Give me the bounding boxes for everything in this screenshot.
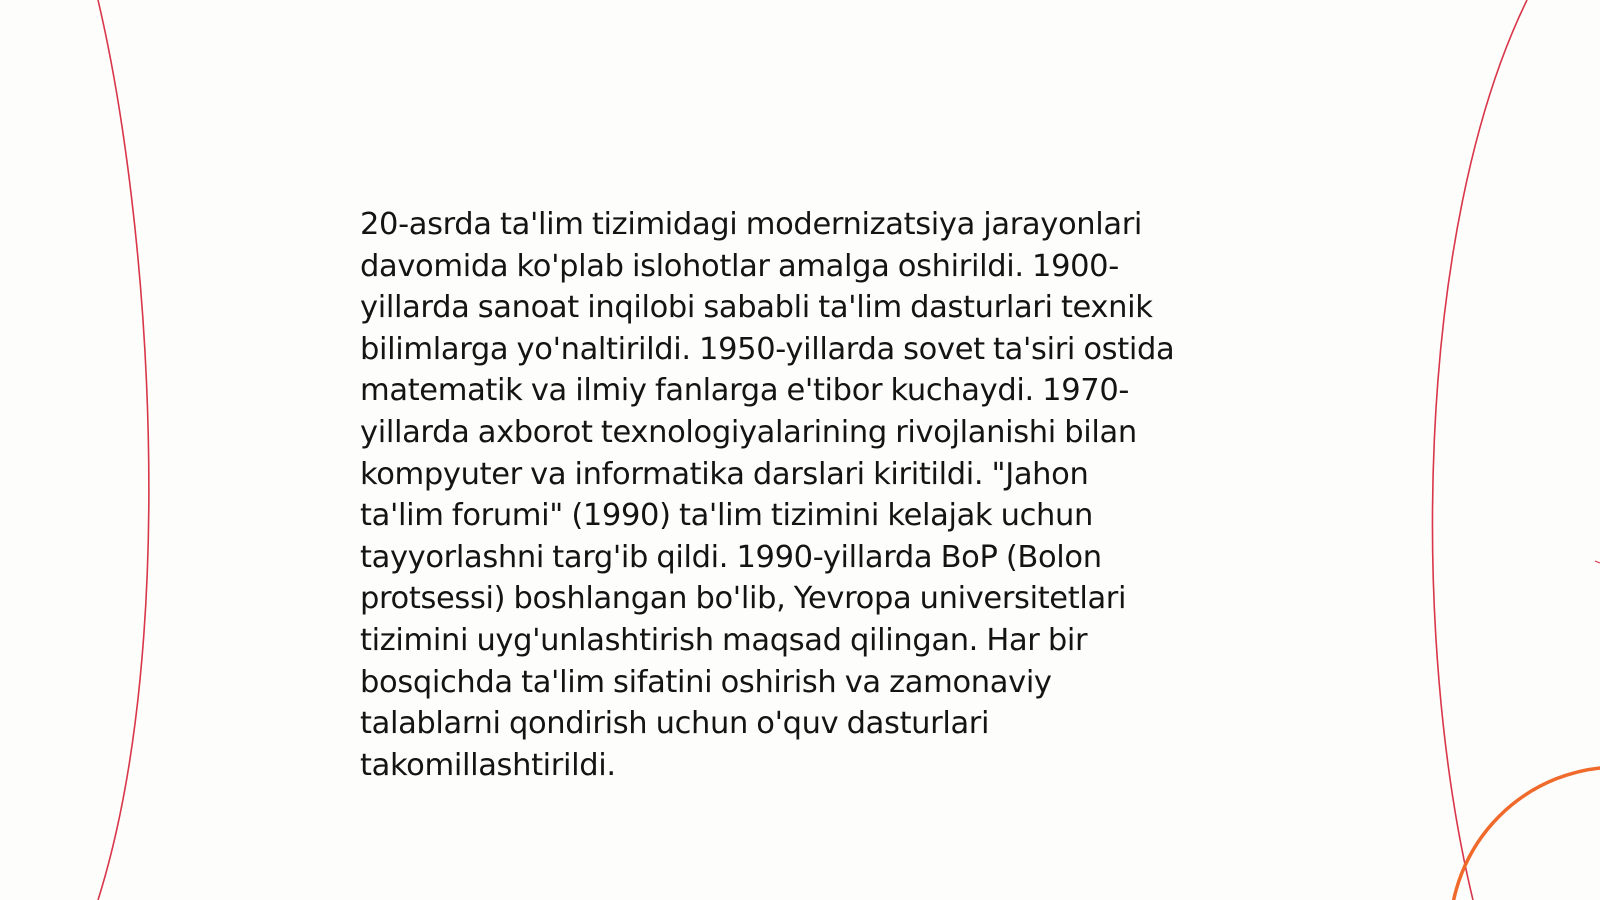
paragraph-line: takomillashtirildi. xyxy=(360,747,616,783)
paragraph-line: talablarni qondirish uchun o'quv dasturlari xyxy=(360,706,990,742)
paragraph-line: ta'lim forumi" (1990) ta'lim tizimini kelajak uchun xyxy=(360,498,1093,534)
paragraph-line: yillarda sanoat inqilobi sababli ta'lim dasturlari texnik xyxy=(360,290,1153,326)
paragraph-line: tayyorlashni targ'ib qildi. 1990-yillarda BoP (Bolon xyxy=(360,539,1102,575)
right-curve-line xyxy=(1432,0,1527,900)
paragraph-line: 20-asrda ta'lim tizimidagi modernizatsiya jarayonlari xyxy=(360,207,1143,242)
paragraph-line: tizimini uyg'unlashtirish maqsad qilingan. Har bir xyxy=(360,622,1088,658)
paragraph-line: matematik va ilmiy fanlarga e'tibor kuchaydi. 1970- xyxy=(360,373,1130,409)
paragraph-line: davomida ko'plab islohotlar amalga oshirildi. 1900- xyxy=(360,248,1119,284)
small-tick-mark xyxy=(1595,561,1600,563)
paragraph-line: protsessi) boshlangan bo'lib, Yevropa universitetlari xyxy=(360,581,1127,617)
left-curve-line xyxy=(98,0,149,900)
paragraph-line: kompyuter va informatika darslari kiritildi. "Jahon xyxy=(360,456,1089,492)
main-paragraph xyxy=(360,204,1260,786)
orange-arc xyxy=(1450,767,1600,900)
paragraph-line: yillarda axborot texnologiyalarining rivojlanishi bilan xyxy=(360,414,1137,450)
paragraph-line: bosqichda ta'lim sifatini oshirish va zamonaviy xyxy=(360,664,1052,700)
paragraph-line: bilimlarga yo'naltirildi. 1950-yillarda sovet ta'siri ostida xyxy=(360,331,1175,367)
